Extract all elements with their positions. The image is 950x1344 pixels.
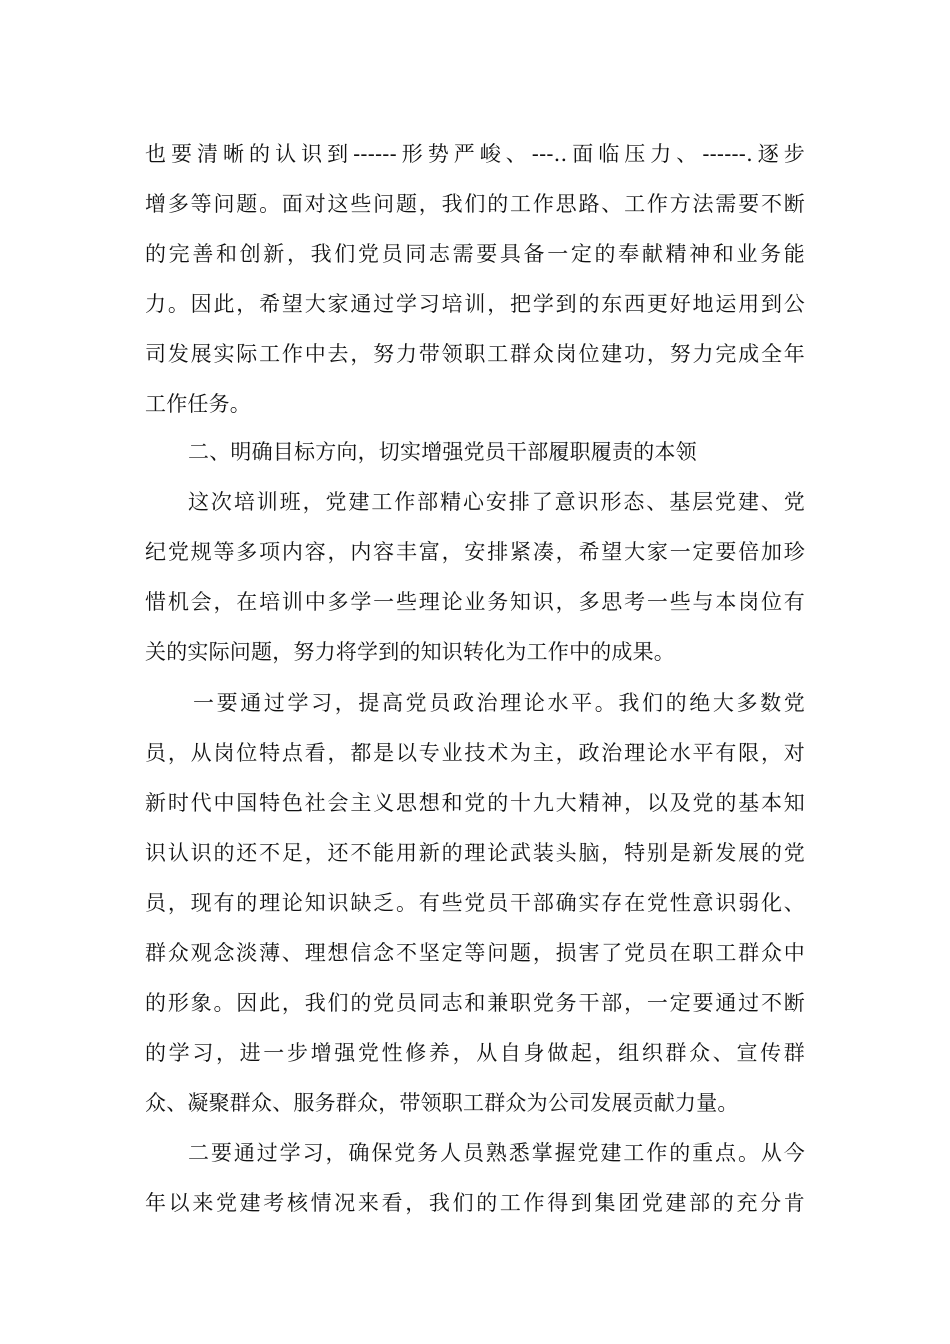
- text-line: 的学习，进一步增强党性修养，从自身做起，组织群众、宣传群: [145, 1041, 805, 1065]
- text-line: 员，现有的理论知识缺乏。有些党员干部确实存在党性意识弱化、: [145, 891, 805, 915]
- text-line: 增多等问题。面对这些问题，我们的工作思路、工作方法需要不断: [145, 192, 805, 216]
- text-line: 力。因此，希望大家通过学习培训，把学到的东西更好地运用到公: [145, 292, 805, 316]
- paragraph-first-line: 二要通过学习，确保党务人员熟悉掌握党建工作的重点。从今: [188, 1141, 805, 1165]
- text-line: 年以来党建考核情况来看，我们的工作得到集团党建部的充分肯: [145, 1191, 805, 1215]
- text-line: 惜机会，在培训中多学一些理论业务知识，多思考一些与本岗位有: [145, 590, 805, 614]
- text-line: 识认识的还不足，还不能用新的理论武装头脑，特别是新发展的党: [145, 841, 805, 865]
- paragraph-first-line: 这次培训班，党建工作部精心安排了意识形态、基层党建、党: [188, 490, 805, 514]
- text-line: 关的实际问题，努力将学到的知识转化为工作中的成果。: [145, 640, 675, 664]
- text-line: 司发展实际工作中去，努力带领职工群众岗位建功，努力完成全年: [145, 342, 805, 366]
- section-heading: 二、明确目标方向，切实增强党员干部履职履责的本领: [188, 440, 697, 464]
- text-line: 群众观念淡薄、理想信念不坚定等问题，损害了党员在职工群众中: [145, 941, 805, 965]
- text-line: 的完善和创新，我们党员同志需要具备一定的奉献精神和业务能: [145, 242, 805, 266]
- text-line: 也要清晰的认识到------形势严峻、---..面临压力、------.逐步: [145, 142, 805, 166]
- text-line: 工作任务。: [145, 392, 251, 416]
- text-line: 的形象。因此，我们的党员同志和兼职党务干部，一定要通过不断: [145, 991, 805, 1015]
- text-line: 新时代中国特色社会主义思想和党的十九大精神，以及党的基本知: [145, 791, 805, 815]
- text-line: 纪党规等多项内容，内容丰富，安排紧凑，希望大家一定要倍加珍: [145, 540, 805, 564]
- text-line: 员，从岗位特点看，都是以专业技术为主，政治理论水平有限，对: [145, 741, 805, 765]
- paragraph-first-line: 一要通过学习，提高党员政治理论水平。我们的绝大多数党: [193, 691, 805, 715]
- text-line: 众、凝聚群众、服务群众，带领职工群众为公司发展贡献力量。: [145, 1091, 739, 1115]
